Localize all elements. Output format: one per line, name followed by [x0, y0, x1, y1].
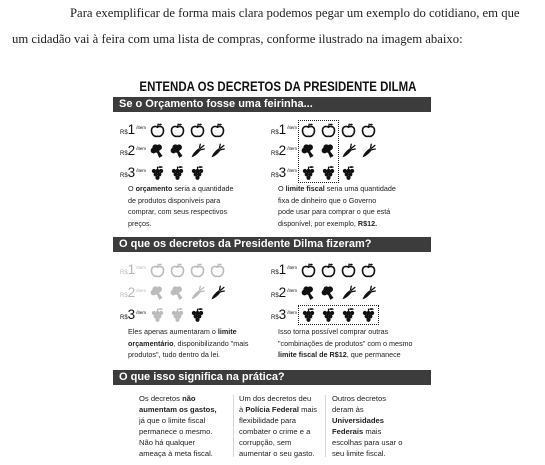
price-amount: 1 — [127, 121, 136, 137]
price-label — [120, 123, 149, 137]
price-unit: /item — [136, 146, 146, 152]
price-label — [120, 308, 149, 322]
text-line — [278, 206, 396, 218]
carrot-icon — [189, 285, 206, 301]
text-line — [239, 427, 317, 438]
price-row — [120, 282, 229, 305]
price-label — [271, 308, 300, 322]
grapes-icon — [189, 165, 206, 181]
text-line — [278, 183, 396, 195]
carrot-icon — [209, 285, 226, 301]
carrot-icon — [360, 143, 377, 159]
text-line — [128, 218, 233, 230]
grapes-icon — [189, 307, 206, 323]
price-row — [120, 304, 229, 327]
text-line — [332, 438, 403, 449]
text-line — [278, 195, 396, 207]
text-segment: seria uma quantidade — [324, 184, 396, 193]
text-line — [239, 438, 317, 449]
text-segment: mais — [298, 404, 318, 414]
text-segment: ameaça à meta fiscal. — [139, 448, 213, 458]
bold-text: Universidades — [332, 415, 384, 425]
price-amount: 3 — [127, 164, 136, 180]
price-amount: 2 — [278, 284, 287, 300]
intro-line: Para exemplificar de forma mais clara podemos pegar um exemplo do cotidiano, em que — [70, 6, 520, 20]
meaning-column — [239, 394, 317, 459]
price-label — [120, 144, 149, 158]
text-line — [139, 438, 217, 449]
budget-panel-left — [120, 119, 229, 184]
text-segment: preços. — [128, 218, 152, 228]
broccoli-icon — [169, 143, 186, 159]
carrot-icon — [209, 143, 226, 159]
section-heading: Se o Orçamento fosse uma feirinha... — [119, 98, 313, 110]
price-amount: 2 — [278, 143, 287, 159]
text-line — [332, 416, 403, 427]
price-label — [120, 263, 149, 277]
section-heading-bar — [113, 370, 431, 385]
carrot-icon — [340, 143, 357, 159]
apple-icon — [300, 262, 317, 278]
currency-symbol: R$ — [120, 129, 128, 136]
text-segment: deram às — [332, 404, 364, 414]
text-segment: comprar, com seus respectivos — [128, 207, 228, 216]
text-segment: , que permanece — [346, 350, 401, 359]
text-line — [278, 349, 413, 361]
apple-icon — [149, 122, 166, 138]
bold-text: Polícia Federal — [245, 404, 299, 414]
currency-symbol: R$ — [271, 292, 279, 299]
currency-symbol: R$ — [271, 315, 279, 322]
price-label — [271, 263, 300, 277]
bold-text: limite fiscal de R$12 — [278, 350, 347, 359]
text-segment: O — [128, 184, 136, 193]
text-line — [278, 338, 413, 350]
currency-symbol: R$ — [271, 151, 279, 158]
panel-caption — [278, 183, 396, 229]
price-amount: 2 — [127, 284, 136, 300]
text-segment: pode usar para comprar o que está — [278, 207, 391, 216]
price-amount: 3 — [127, 307, 136, 323]
bold-text: limite fiscal — [285, 184, 325, 193]
panel-caption — [128, 183, 233, 229]
text-segment: Um dos decretos deu — [239, 394, 312, 403]
price-unit: /item — [287, 287, 297, 293]
grapes-icon — [169, 307, 186, 323]
section-heading-bar — [113, 237, 431, 252]
broccoli-icon — [149, 143, 166, 159]
text-segment: fixa de dinheiro que o Governo — [278, 195, 377, 205]
text-line — [239, 449, 317, 460]
text-line — [139, 416, 217, 427]
bold-text: não — [182, 394, 196, 403]
selection-box — [298, 305, 379, 325]
bold-text: orçamento — [135, 184, 173, 193]
text-line — [239, 405, 317, 416]
panel-caption — [128, 326, 248, 361]
apple-icon — [189, 122, 206, 138]
text-line — [332, 427, 403, 438]
apple-icon — [149, 262, 166, 278]
price-amount: 1 — [278, 262, 287, 278]
text-line — [128, 349, 248, 361]
text-line — [128, 195, 233, 207]
price-unit: /item — [136, 310, 146, 316]
price-row — [271, 259, 380, 282]
apple-icon — [189, 262, 206, 278]
price-unit: /item — [136, 124, 146, 130]
column-divider — [233, 395, 234, 457]
price-amount: 3 — [278, 164, 287, 180]
price-label — [271, 123, 300, 137]
price-label — [120, 166, 149, 180]
section-heading: O que os decretos da Presidente Dilma fizeram? — [119, 238, 372, 250]
apple-icon — [209, 262, 226, 278]
apple-icon — [169, 122, 186, 138]
price-unit: /item — [136, 265, 146, 271]
price-amount: 3 — [278, 307, 287, 323]
price-row — [271, 282, 380, 305]
carrot-icon — [360, 285, 377, 301]
price-label — [271, 286, 300, 300]
text-line — [128, 338, 248, 350]
currency-symbol: R$ — [120, 270, 128, 277]
price-unit: /item — [287, 146, 297, 152]
price-row — [120, 141, 229, 163]
text-line — [139, 449, 217, 460]
text-segment: aumentar o seu gasto. — [239, 448, 315, 458]
price-row — [120, 162, 229, 184]
text-line — [128, 183, 233, 195]
grapes-icon — [149, 307, 166, 323]
text-line — [332, 394, 403, 405]
currency-symbol: R$ — [120, 151, 128, 158]
apple-icon — [340, 262, 357, 278]
text-segment: seria a quantidade — [172, 184, 234, 193]
text-segment: "combinações de produtos" com o mesmo — [278, 338, 413, 348]
text-segment: O — [278, 184, 286, 193]
text-segment: Eles apenas aumentaram o — [128, 327, 218, 336]
broccoli-icon — [300, 285, 317, 301]
text-line — [239, 416, 317, 427]
meaning-column — [332, 394, 403, 459]
text-segment: à — [239, 404, 246, 414]
currency-symbol: R$ — [271, 172, 279, 179]
apple-icon — [320, 262, 337, 278]
price-row — [120, 119, 229, 141]
panel-caption — [278, 326, 413, 361]
text-segment: seu limite fiscal. — [332, 448, 386, 458]
bold-text: R$12. — [357, 218, 378, 228]
price-unit: /item — [287, 310, 297, 316]
carrot-icon — [340, 285, 357, 301]
broccoli-icon — [320, 285, 337, 301]
text-line — [128, 326, 248, 338]
bold-text: aumentam os gastos, — [139, 404, 217, 414]
text-line — [332, 405, 403, 416]
apple-icon — [360, 262, 377, 278]
text-segment: já que o limite fiscal — [139, 415, 206, 425]
price-amount: 2 — [127, 143, 136, 159]
price-unit: /item — [136, 167, 146, 173]
meaning-column — [139, 394, 217, 459]
text-line — [128, 206, 233, 218]
text-line — [239, 394, 317, 405]
apple-icon — [340, 122, 357, 138]
text-line — [332, 449, 403, 460]
text-segment: combater o crime e a — [239, 426, 311, 436]
text-segment: Não há qualquer — [139, 437, 196, 447]
text-line — [139, 394, 217, 405]
text-segment: corrupção, sem — [239, 437, 292, 447]
selection-box — [298, 120, 339, 183]
carrot-icon — [189, 143, 206, 159]
apple-icon — [169, 262, 186, 278]
budget-panel-right — [271, 119, 380, 184]
price-row — [120, 259, 229, 282]
currency-symbol: R$ — [271, 129, 279, 136]
text-segment: flexibilidade para — [239, 415, 296, 425]
currency-symbol: R$ — [120, 315, 128, 322]
bold-text: Federais — [332, 426, 364, 436]
price-amount: 1 — [278, 121, 287, 137]
text-segment: Outros decretos — [332, 394, 387, 403]
apple-icon — [209, 122, 226, 138]
price-unit: /item — [136, 287, 146, 293]
intro-line: um cidadão vai à feira com uma lista de compras, conforme ilustrado na imagem abaixo: — [12, 32, 463, 46]
bold-text: limite — [217, 327, 237, 336]
grapes-icon — [169, 165, 186, 181]
price-label — [271, 144, 300, 158]
bold-text: orçamentário — [128, 338, 174, 348]
infographic-title-text: ENTENDA OS DECRETOS DA PRESIDENTE DILMA — [138, 78, 417, 94]
text-line — [139, 427, 217, 438]
decree-panel-right — [271, 259, 380, 327]
decree-panel-left — [120, 259, 229, 327]
broccoli-icon — [169, 285, 186, 301]
text-segment: produtos", tudo dentro da lei. — [128, 350, 221, 359]
text-segment: Os decretos — [139, 394, 183, 403]
text-line — [278, 218, 396, 230]
infographic-title — [105, 78, 450, 95]
price-unit: /item — [287, 167, 297, 173]
currency-symbol: R$ — [271, 270, 279, 277]
column-divider — [325, 395, 326, 457]
grapes-icon — [340, 165, 357, 181]
text-segment: Isso torna possível comprar outras — [278, 327, 389, 336]
text-segment: mais — [363, 426, 382, 436]
text-segment: , disponibilizando "mais — [173, 338, 249, 348]
price-label — [120, 286, 149, 300]
broccoli-icon — [149, 285, 166, 301]
section-heading-bar — [113, 97, 431, 112]
price-unit: /item — [287, 265, 297, 271]
text-line — [139, 405, 217, 416]
text-segment: permanece o mesmo. — [139, 426, 213, 436]
text-segment: escolhas para usar o — [332, 437, 403, 447]
price-amount: 1 — [127, 262, 136, 278]
currency-symbol: R$ — [120, 172, 128, 179]
text-segment: de produtos disponíveis para — [128, 195, 221, 205]
currency-symbol: R$ — [120, 292, 128, 299]
price-label — [271, 166, 300, 180]
section-heading: O que isso significa na prática? — [119, 371, 285, 383]
text-line — [278, 326, 413, 338]
price-unit: /item — [287, 124, 297, 130]
text-segment: disponível, por exemplo, — [278, 218, 358, 228]
apple-icon — [360, 122, 377, 138]
grapes-icon — [149, 165, 166, 181]
